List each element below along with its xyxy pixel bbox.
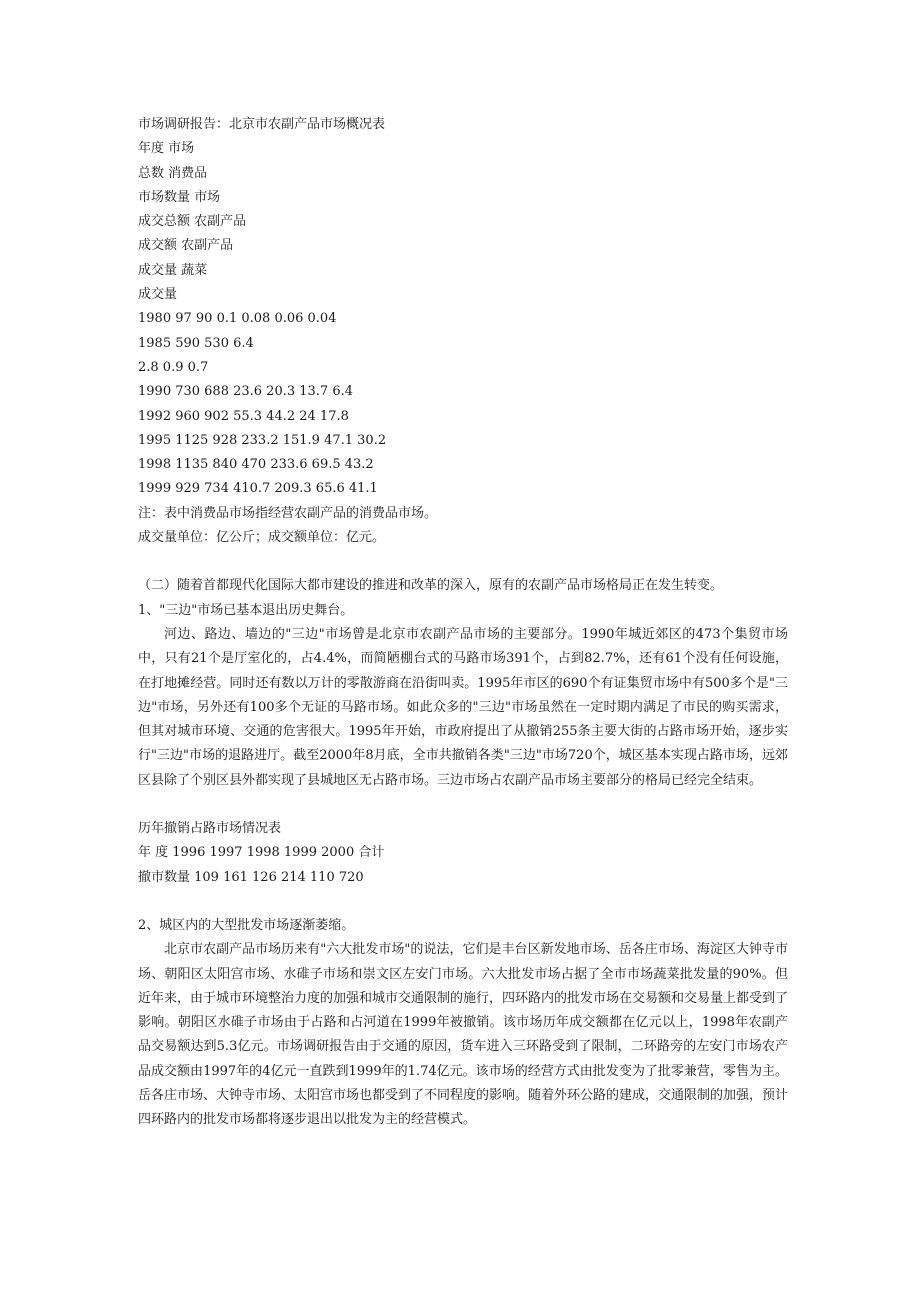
section-heading: （二）随着首都现代化国际大都市建设的推进和改革的深入，原有的农副产品市场格局正在发生转变。 (138, 578, 724, 594)
table1-row: 1990 730 688 23.6 20.3 13.7 6.4 (138, 384, 354, 400)
table1-row: 1985 590 530 6.4 (138, 335, 254, 351)
document-page (138, 113, 788, 1133)
table2-title: 历年撤销占路市场情况表 (138, 821, 282, 837)
subheading-1: 1、"三边"市场已基本退出历史舞台。 (138, 602, 354, 618)
table1-row: 1995 1125 928 233.2 151.9 47.1 30.2 (138, 432, 387, 448)
spacer (138, 890, 788, 914)
table1-row: 1999 929 734 410.7 209.3 65.6 41.1 (138, 481, 378, 497)
spacer (138, 550, 788, 574)
table2-header: 年 度 1996 1997 1998 1999 2000 合计 (138, 845, 385, 861)
paragraph-1: 河边、路边、墙边的"三边"市场曾是北京市农副产品市场的主要部分。1990年城近郊区的473个集贸市场中，只有21个是厅室化的，占4.4%，而简陋棚台式的马路市场391个，占到82.7%，还有61个没有任何设施，在打地摊经营。同时还有数以万计的零散游商在沿街叫卖。1995年市区的690个有证集贸市场中有500多个是"三边"市场，另外还有100多个无证的马路市场。如此众多的"三边"市场虽然在一定时期内满足了市民的购买需求，但其对城市环境、交通的危害很大。1995年开始，市政府提出了从撤销255条主要大街的占路市场开始，逐步实行"三边"市场的退路进厅。截至2000年8月底，全市共撤销各类"三边"市场720个，城区基本实现占路市场，远郊区县除了个别区县外都实现了县城地区无占路市场。三边市场占农副产品市场主要部分的格局已经完全结束。 (138, 626, 788, 788)
table1-header-line: 成交额 农副产品 (138, 238, 234, 254)
table1-row: 2.8 0.9 0.7 (138, 359, 209, 375)
subheading-2: 2、城区内的大型批发市场逐渐萎缩。 (138, 917, 355, 933)
table1-row: 1980 97 90 0.1 0.08 0.06 0.04 (138, 311, 337, 327)
table1-header-line: 年度 市场 (138, 141, 195, 157)
table1-row: 1998 1135 840 470 233.6 69.5 43.2 (138, 457, 374, 473)
paragraph-2: 北京市农副产品市场历来有"六大批发市场"的说法，它们是丰台区新发地市场、岳各庄市场、海淀区大钟寺市场、朝阳区太阳宫市场、水碓子市场和崇文区左安门市场。六大批发市场占据了全市市场蔬菜批发量的90%。但近年来，由于城市环境整治力度的加强和城市交通限制的施行，四环路内的批发市场在交易额和交易量上都受到了影响。朝阳区水碓子市场由于占路和占河道在1999年被撤销。该市场历年成交额都在亿元以上，1998年农副产品交易额达到5.3亿元。市场调研报告由于交通的原因，货车进入三环路受到了限制，二环路旁的左安门市场农产品成交额由1997年的4亿元一直跌到1999年的1.74亿元。该市场的经营方式由批发变为了批零兼营，零售为主。岳各庄市场、大钟寺市场、太阳宫市场也都受到了不同程度的影响。随着外环公路的建成，交通限制的加强，预计四环路内的批发市场都将逐步退出以批发为主的经营模式。 (138, 942, 789, 1128)
table1-header-line: 成交量 (138, 287, 178, 303)
table1-units: 成交量单位：亿公斤；成交额单位：亿元。 (138, 530, 386, 546)
table1-header-line: 总数 消费品 (138, 165, 208, 181)
table1-header-line: 市场数量 市场 (138, 189, 221, 205)
table1-title: 市场调研报告：北京市农副产品市场概况表 (138, 117, 386, 132)
table2-row: 撤市数量 109 161 126 214 110 720 (138, 869, 364, 885)
table1-header-line: 成交总额 农副产品 (138, 214, 247, 230)
spacer (138, 793, 788, 817)
table1-note: 注：表中消费品市场指经营农副产品的消费品市场。 (138, 505, 438, 521)
table1-header-line: 成交量 蔬菜 (138, 262, 208, 278)
table1-row: 1992 960 902 55.3 44.2 24 17.8 (138, 408, 349, 424)
